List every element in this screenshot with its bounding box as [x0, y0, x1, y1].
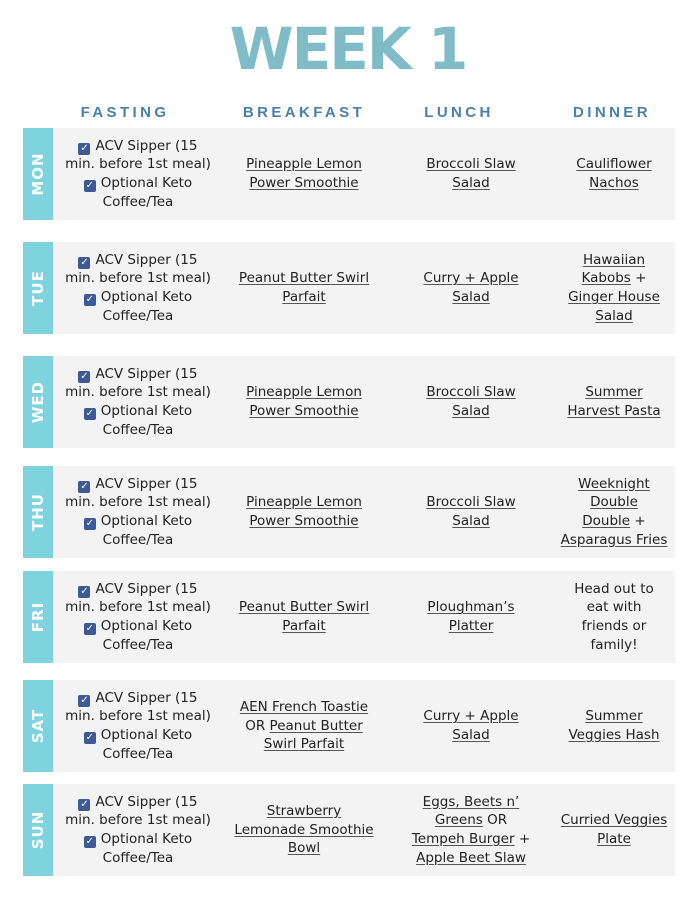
recipe-link[interactable]: Parfait — [282, 289, 326, 305]
lunch-cell — [389, 356, 553, 448]
recipe-link[interactable]: Ploughman’s — [427, 599, 515, 616]
keto-coffee-label-2: Coffee/Tea — [102, 421, 174, 438]
recipe-link[interactable]: Broccoli Slaw — [426, 384, 516, 401]
recipe-link[interactable]: Peanut Butter Swirl — [238, 599, 370, 616]
day-label-band — [23, 466, 53, 558]
keto-coffee-label-2: Coffee/Tea — [102, 307, 174, 324]
keto-coffee-label-2: Coffee/Tea — [102, 531, 174, 548]
recipe-link[interactable]: Curried Veggies — [560, 812, 668, 829]
recipe-link[interactable]: Bowl — [287, 840, 321, 857]
keto-coffee-label-2: Coffee/Tea — [102, 193, 174, 210]
checkbox-icon[interactable]: ✓ — [80, 585, 89, 597]
acv-sipper-label: ACV Sipper (15 — [95, 793, 198, 810]
recipe-link[interactable]: Hawaiian — [582, 251, 646, 268]
keto-coffee-label-2: Coffee/Tea — [102, 745, 174, 762]
day-row-tue — [23, 242, 675, 334]
keto-coffee-label: Optional Keto — [100, 618, 193, 634]
recipe-link[interactable]: Cauliflower — [576, 156, 652, 173]
plus-text: + — [630, 270, 647, 287]
header-lunch: LUNCH — [424, 104, 494, 121]
dinner-note: friends or — [581, 618, 647, 634]
dinner-cell — [553, 242, 675, 334]
keto-coffee-label: Optional Keto — [100, 727, 193, 743]
recipe-link[interactable]: Veggies Hash — [568, 727, 660, 743]
acv-sipper-label: ACV Sipper (15 — [95, 689, 198, 706]
checkbox-icon[interactable]: ✓ — [85, 623, 94, 634]
recipe-link[interactable]: Power Smoothie — [249, 175, 359, 191]
keto-coffee-label: Optional Keto — [100, 289, 193, 305]
recipe-link[interactable]: Summer — [585, 384, 643, 401]
breakfast-cell — [219, 466, 389, 558]
day-label: SUN — [29, 810, 47, 850]
day-row-fri — [23, 571, 675, 663]
day-row-thu — [23, 466, 675, 558]
lunch-cell — [389, 466, 553, 558]
keto-coffee-label-2: Coffee/Tea — [102, 849, 174, 866]
plus-text: + — [514, 831, 531, 847]
acv-sipper-label-2: min. before 1st meal) — [65, 156, 211, 173]
day-label: SAT — [29, 708, 47, 744]
acv-sipper-label-2: min. before 1st meal) — [65, 270, 211, 287]
recipe-link[interactable]: Asparagus Fries — [560, 531, 668, 548]
lunch-cell — [389, 680, 553, 772]
day-row-sun — [23, 784, 675, 876]
day-label-band — [23, 571, 53, 663]
recipe-link[interactable]: Summer — [585, 708, 643, 725]
dinner-cell — [553, 571, 675, 663]
recipe-link[interactable]: AEN French Toastie — [239, 698, 369, 715]
breakfast-cell — [219, 242, 389, 334]
checkbox-icon[interactable]: ✓ — [85, 732, 94, 743]
acv-sipper-label-2: min. before 1st meal) — [65, 599, 211, 616]
lunch-cell — [389, 571, 553, 663]
recipe-link[interactable]: Salad — [452, 513, 490, 529]
dinner-note: Head out to — [574, 580, 654, 597]
checkbox-icon[interactable]: ✓ — [85, 180, 94, 191]
checkbox-icon[interactable]: ✓ — [80, 798, 89, 810]
recipe-link[interactable]: Salad — [595, 307, 633, 324]
recipe-link[interactable]: Pineapple Lemon — [246, 494, 362, 511]
day-label-band — [23, 680, 53, 772]
dinner-cell — [553, 466, 675, 558]
recipe-link[interactable]: Double — [582, 513, 631, 529]
checkbox-icon[interactable]: ✓ — [85, 408, 94, 419]
header-fasting: FASTING — [80, 104, 170, 121]
checkbox-icon[interactable]: ✓ — [80, 480, 89, 492]
day-label: THU — [29, 493, 47, 531]
dinner-cell — [553, 784, 675, 876]
fasting-cell — [59, 784, 217, 876]
checkbox-icon[interactable]: ✓ — [85, 836, 94, 847]
breakfast-cell — [219, 356, 389, 448]
recipe-link[interactable]: Peanut Butter — [269, 717, 363, 734]
acv-sipper-label: ACV Sipper (15 — [95, 475, 198, 492]
recipe-link[interactable]: Strawberry — [266, 802, 342, 819]
acv-sipper-label: ACV Sipper (15 — [95, 251, 198, 268]
dinner-cell — [553, 680, 675, 772]
fasting-cell — [59, 571, 217, 663]
breakfast-cell — [219, 571, 389, 663]
recipe-link[interactable]: Harvest Pasta — [567, 403, 661, 419]
breakfast-cell — [219, 128, 389, 220]
day-label-band — [23, 242, 53, 334]
recipe-link[interactable]: Power Smoothie — [249, 403, 359, 419]
acv-sipper-label: ACV Sipper (15 — [95, 580, 198, 597]
recipe-link[interactable]: Salad — [452, 403, 490, 419]
day-row-wed — [23, 356, 675, 448]
day-label-band — [23, 356, 53, 448]
day-label-band — [23, 128, 53, 220]
recipe-link[interactable]: Salad — [452, 727, 490, 743]
fasting-cell — [59, 680, 217, 772]
recipe-link[interactable]: Eggs, Beets n’ — [422, 793, 520, 810]
page-title: WEEK 1 — [229, 15, 467, 83]
recipe-link[interactable]: Tempeh Burger — [411, 831, 515, 847]
keto-coffee-label: Optional Keto — [100, 831, 193, 847]
lunch-cell — [389, 784, 553, 876]
acv-sipper-label-2: min. before 1st meal) — [65, 384, 211, 401]
dinner-cell — [553, 128, 675, 220]
header-dinner: DINNER — [573, 104, 651, 121]
recipe-link[interactable]: Weeknight Double — [578, 475, 650, 511]
breakfast-cell — [219, 680, 389, 772]
day-label-band — [23, 784, 53, 876]
recipe-link[interactable]: Peanut Butter Swirl — [238, 270, 370, 287]
keto-coffee-label: Optional Keto — [100, 403, 193, 419]
recipe-link[interactable]: Swirl Parfait — [263, 736, 345, 753]
day-label: FRI — [29, 601, 47, 633]
day-label: TUE — [29, 270, 47, 306]
lunch-cell — [389, 242, 553, 334]
checkbox-icon[interactable]: ✓ — [80, 370, 89, 382]
recipe-link[interactable]: Ginger House — [568, 289, 660, 305]
recipe-link[interactable]: Curry + Apple — [423, 708, 519, 725]
or-text: OR — [482, 812, 508, 829]
day-label: MON — [29, 152, 47, 196]
breakfast-cell — [219, 784, 389, 876]
recipe-link[interactable]: Curry + Apple — [423, 270, 519, 287]
header-breakfast: BREAKFAST — [242, 104, 366, 121]
recipe-link[interactable]: Broccoli Slaw — [426, 156, 516, 173]
day-row-mon — [23, 128, 675, 220]
checkbox-icon[interactable]: ✓ — [80, 694, 89, 706]
checkbox-icon[interactable]: ✓ — [80, 142, 89, 154]
recipe-link[interactable]: Apple Beet Slaw — [416, 849, 526, 866]
fasting-cell — [59, 128, 217, 220]
fasting-cell — [59, 242, 217, 334]
recipe-link[interactable]: Platter — [448, 618, 494, 634]
recipe-link[interactable]: Salad — [452, 175, 490, 191]
day-row-sat — [23, 680, 675, 772]
day-label: WED — [29, 380, 47, 424]
dinner-note: family! — [590, 636, 638, 653]
checkbox-icon[interactable]: ✓ — [80, 256, 89, 268]
keto-coffee-label: Optional Keto — [100, 513, 193, 529]
or-text: OR — [245, 717, 270, 734]
recipe-link[interactable]: Plate — [597, 831, 631, 847]
fasting-cell — [59, 466, 217, 558]
recipe-link[interactable]: Greens — [434, 812, 483, 829]
lunch-cell — [389, 128, 553, 220]
recipe-link[interactable]: Pineapple Lemon — [246, 156, 362, 173]
recipe-link[interactable]: Nachos — [589, 175, 639, 191]
recipe-link[interactable]: Parfait — [282, 618, 326, 634]
acv-sipper-label-2: min. before 1st meal) — [65, 708, 211, 725]
keto-coffee-label: Optional Keto — [100, 175, 193, 191]
recipe-link[interactable]: Broccoli Slaw — [426, 494, 516, 511]
acv-sipper-label: ACV Sipper (15 — [95, 365, 198, 382]
recipe-link[interactable]: Salad — [452, 289, 490, 305]
dinner-note: eat with — [586, 599, 642, 616]
recipe-link[interactable]: Power Smoothie — [249, 513, 359, 529]
acv-sipper-label-2: min. before 1st meal) — [65, 494, 211, 511]
keto-coffee-label-2: Coffee/Tea — [102, 636, 174, 653]
fasting-cell — [59, 356, 217, 448]
recipe-link[interactable]: Pineapple Lemon — [246, 384, 362, 401]
checkbox-icon[interactable]: ✓ — [85, 518, 94, 529]
dinner-cell — [553, 356, 675, 448]
acv-sipper-label-2: min. before 1st meal) — [65, 812, 211, 829]
recipe-link[interactable]: Kabobs — [581, 270, 631, 287]
acv-sipper-label: ACV Sipper (15 — [95, 137, 198, 154]
recipe-link[interactable]: Lemonade Smoothie — [234, 821, 374, 838]
checkbox-icon[interactable]: ✓ — [85, 294, 94, 305]
plus-text: + — [630, 513, 646, 529]
